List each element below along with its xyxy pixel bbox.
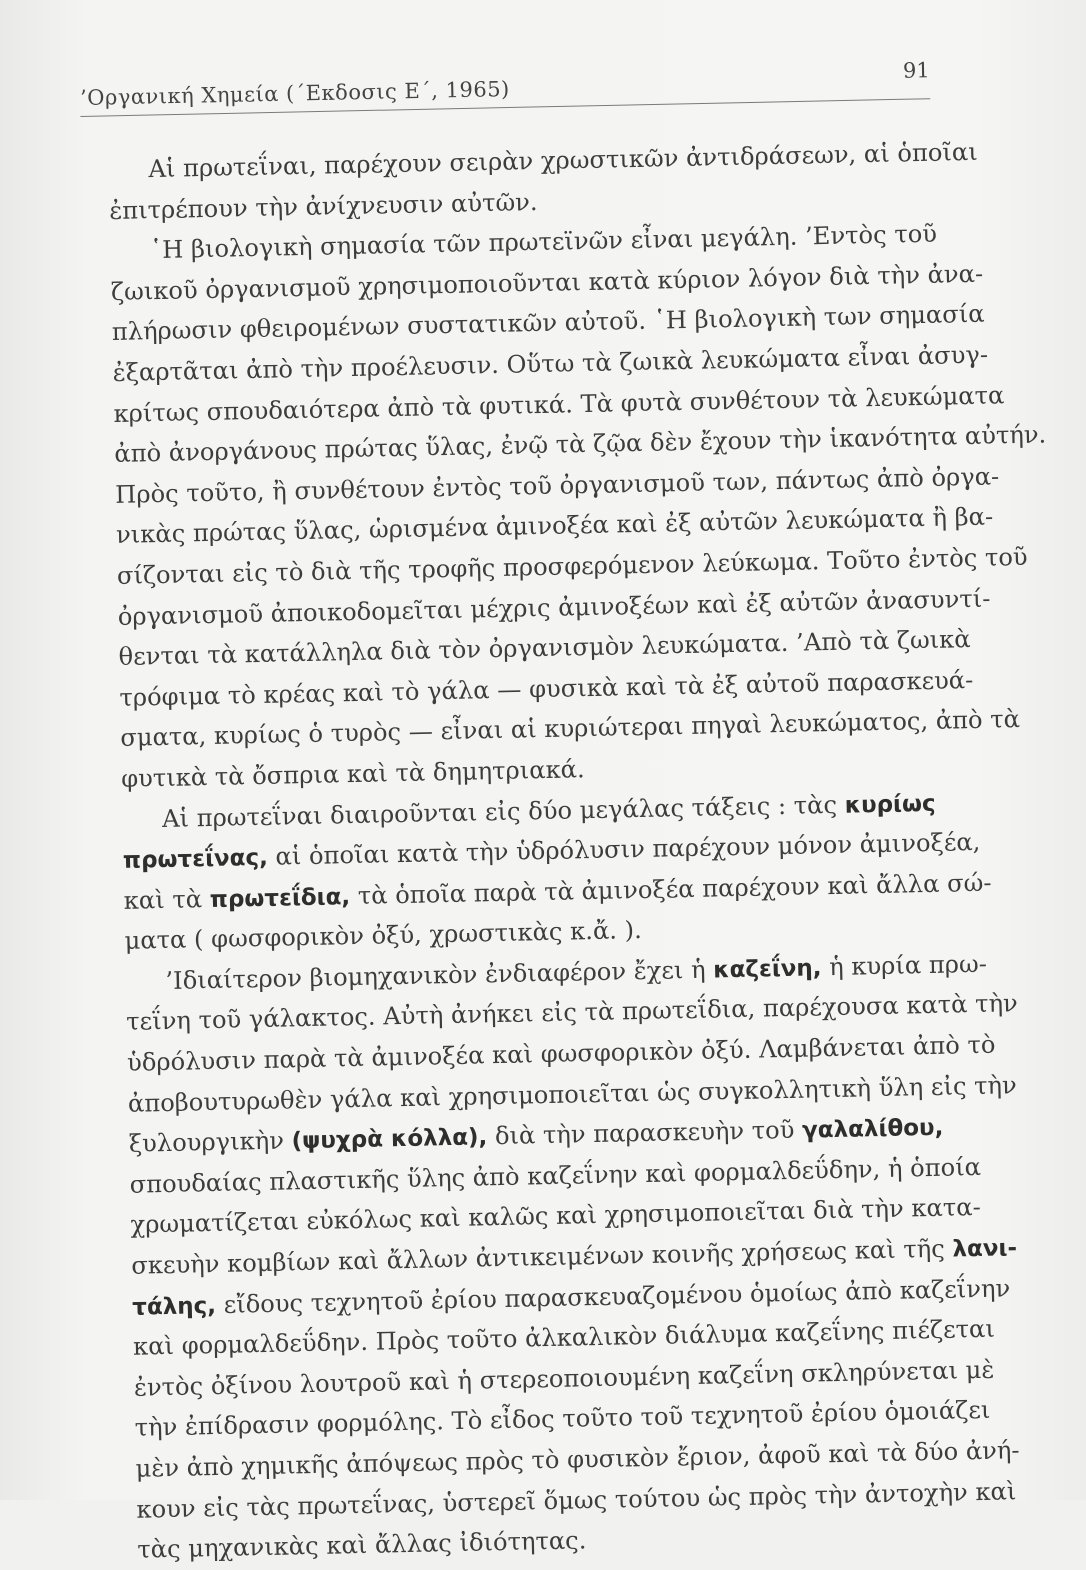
- line-text: καὶ φορμαλδεΰδην. Πρὸς τοῦτο ἀλκαλικὸν διάλυμα καζεΐνης πιέζεται: [132, 1314, 996, 1361]
- line-text: πλήρωσιν φθειρομένων συστατικῶν αὐτοῦ. ῾Η βιολογικὴ των σημασία: [111, 300, 985, 347]
- line-text: ἐξαρτᾶται ἀπὸ τὴν προέλευσιν. Οὕτω τὰ ζωικὰ λευκώματα εἶναι ἀσυγ-: [112, 340, 989, 387]
- line-text: αἱ ὁποῖαι κατὰ τὴν ὑδρόλυσιν παρέχουν μόνον ἀμινοξέα,: [267, 827, 981, 871]
- line-text: τρόφιμα τὸ κρέας καὶ τὸ γάλα — φυσικὰ καὶ τὰ ἐξ αὐτοῦ παρασκευά-: [119, 665, 974, 712]
- line-text: τὴν ἐπίδρασιν φορμόλης. Τὸ εἶδος τοῦτο τοῦ τεχνητοῦ ἐρίου ὁμοιάζει: [134, 1396, 991, 1443]
- line-text: σματα, κυρίως ὁ τυρὸς — εἶναι αἱ κυριώτεραι πηγαὶ λευκώματος, ἀπὸ τὰ: [120, 705, 1021, 753]
- line-text: καὶ τὰ: [123, 884, 211, 915]
- line-text: εἴδους τεχνητοῦ ἐρίου παρασκευαζομένου ὁμοίως ἀπὸ καζεΐνην: [215, 1273, 1011, 1319]
- line-text: Πρὸς τοῦτο, ἢ συνθέτουν ἐντὸς τοῦ ὀργανισμοῦ των, πάντως ἀπὸ ὀργα-: [114, 462, 1000, 509]
- line-text: σκευὴν κομβίων καὶ ἄλλων ἀντικειμένων κοινῆς χρήσεως καὶ τῆς: [131, 1234, 953, 1280]
- line-text: σπουδαίας πλαστικῆς ὕλης ἀπὸ καζεΐνην καὶ φορμαλδεΰδην, ἡ ὁποία: [129, 1152, 982, 1199]
- line-text: ζωικοῦ ὀργανισμοῦ χρησιμοποιοῦνται κατὰ κύριον λόγον διὰ τὴν ἀνα-: [110, 259, 984, 306]
- bold-term: πρωτεΐνας,: [122, 844, 269, 874]
- line-text: ἀποβουτυρωθὲν γάλα καὶ χρησιμοποιεῖται ὡς συγκολλητικὴ ὕλη εἰς τὴν: [127, 1070, 1017, 1118]
- page-header: [80, 54, 931, 118]
- page-number: 91: [902, 58, 930, 83]
- line-text: τὰς μηχανικὰς καὶ ἄλλας ἰδιότητας.: [137, 1526, 587, 1564]
- bold-term: γαλαλίθου,: [801, 1114, 944, 1144]
- line-text: ὀργανισμοῦ ἀποικοδομεῖται μέχρις ἀμινοξέων καὶ ἐξ αὐτῶν ἀνασυντί-: [117, 584, 991, 631]
- line-text: κουν εἰς τὰς πρωτεΐνας, ὑστερεῖ ὅμως τούτου ὡς πρὸς τὴν ἀντοχὴν καὶ: [136, 1476, 1017, 1524]
- line-text: ματα ( φωσφορικὸν ὀξύ, χρωστικὰς κ.ἄ. ).: [124, 916, 643, 956]
- line-text: Αἱ πρωτεΐναι διαιροῦνται εἰς δύο μεγάλας τάξεις : τὰς: [161, 790, 845, 833]
- line-text: ξυλουργικὴν: [128, 1126, 292, 1159]
- line-text: ἡ κυρία πρω-: [821, 949, 988, 982]
- bold-term: τάλης,: [131, 1292, 217, 1321]
- line-text: ἀπὸ ἀνοργάνους πρώτας ὕλας, ἐνῷ τὰ ζῷα δὲν ἔχουν τὴν ἱκανότητα αὐτήν.: [114, 420, 1047, 469]
- line-text: χρωματίζεται εὐκόλως καὶ καλῶς καὶ χρησιμοποιεῖται διὰ τὴν κατα-: [130, 1193, 982, 1240]
- line-text: ἐντὸς ὀξίνου λουτροῦ καὶ ἡ στερεοποιουμένη καζεΐνη σκληρύνεται μὲ: [133, 1355, 995, 1402]
- line-text: κρίτως σπουδαιότερα ἀπὸ τὰ φυτικά. Τὰ φυτὰ συνθέτουν τὰ λευκώματα: [113, 380, 1005, 428]
- running-title: ’Οργανική Χημεία (΄Εκδοσις Ε΄, 1965): [79, 77, 510, 110]
- bold-term: (ψυχρὰ κόλλα),: [291, 1124, 488, 1155]
- line-text: ὑδρόλυσιν παρὰ τὰ ἀμινοξέα καὶ φωσφορικὸν ὀξύ. Λαμβάνεται ἀπὸ τὸ: [126, 1030, 996, 1077]
- bold-term: καζεΐνη,: [712, 955, 822, 984]
- line-text: διὰ τὴν παρασκευὴν τοῦ: [486, 1115, 803, 1151]
- line-text: ῾Η βιολογικὴ σημασία τῶν πρωτεϊνῶν εἶναι μεγάλη. ’Εντὸς τοῦ: [149, 219, 938, 265]
- line-text: νικὰς πρώτας ὕλας, ὡρισμένα ἀμινοξέα καὶ ἐξ αὐτῶν λευκώματα ἢ βα-: [115, 502, 994, 550]
- line-text: μὲν ἀπὸ χημικῆς ἀπόψεως πρὸς τὸ φυσικὸν ἔριον, ἀφοῦ καὶ τὰ δύο ἀνή-: [135, 1436, 1020, 1483]
- line-text: τὰ ὁποῖα παρὰ τὰ ἀμινοξέα παρέχουν καὶ ἄλλα σώ-: [349, 868, 992, 910]
- line-text: τεΐνη τοῦ γάλακτος. Αὐτὴ ἀνήκει εἰς τὰ πρωτεΐδια, παρέχουσα κατὰ τὴν: [125, 989, 1019, 1037]
- line-text: ἐπιτρέπουν τὴν ἀνίχνευσιν αὐτῶν.: [108, 187, 538, 225]
- line-text: Αἱ πρωτεΐναι, παρέχουν σειρὰν χρωστικῶν ἀντιδράσεων, αἱ ὁποῖαι: [148, 137, 978, 184]
- line-text: θενται τὰ κατάλληλα διὰ τὸν ὀργανισμὸν λευκώματα. ’Απὸ τὰ ζωικὰ: [118, 625, 971, 672]
- line-text: φυτικὰ τὰ ὄσπρια καὶ τὰ δημητριακά.: [120, 755, 585, 793]
- bold-term: λανι-: [952, 1235, 1018, 1263]
- line-text: σίζονται εἰς τὸ διὰ τῆς τροφῆς προσφερόμενον λεύκωμα. Τοῦτο ἐντὸς τοῦ: [116, 542, 1028, 590]
- bold-term: κυρίως: [844, 790, 936, 819]
- bold-term: πρωτεΐδια,: [209, 883, 351, 913]
- line-text: ’Ιδιαίτερον βιομηχανικὸν ἐνδιαφέρον ἔχει ἡ: [165, 955, 714, 995]
- body-text: [108, 132, 1047, 1570]
